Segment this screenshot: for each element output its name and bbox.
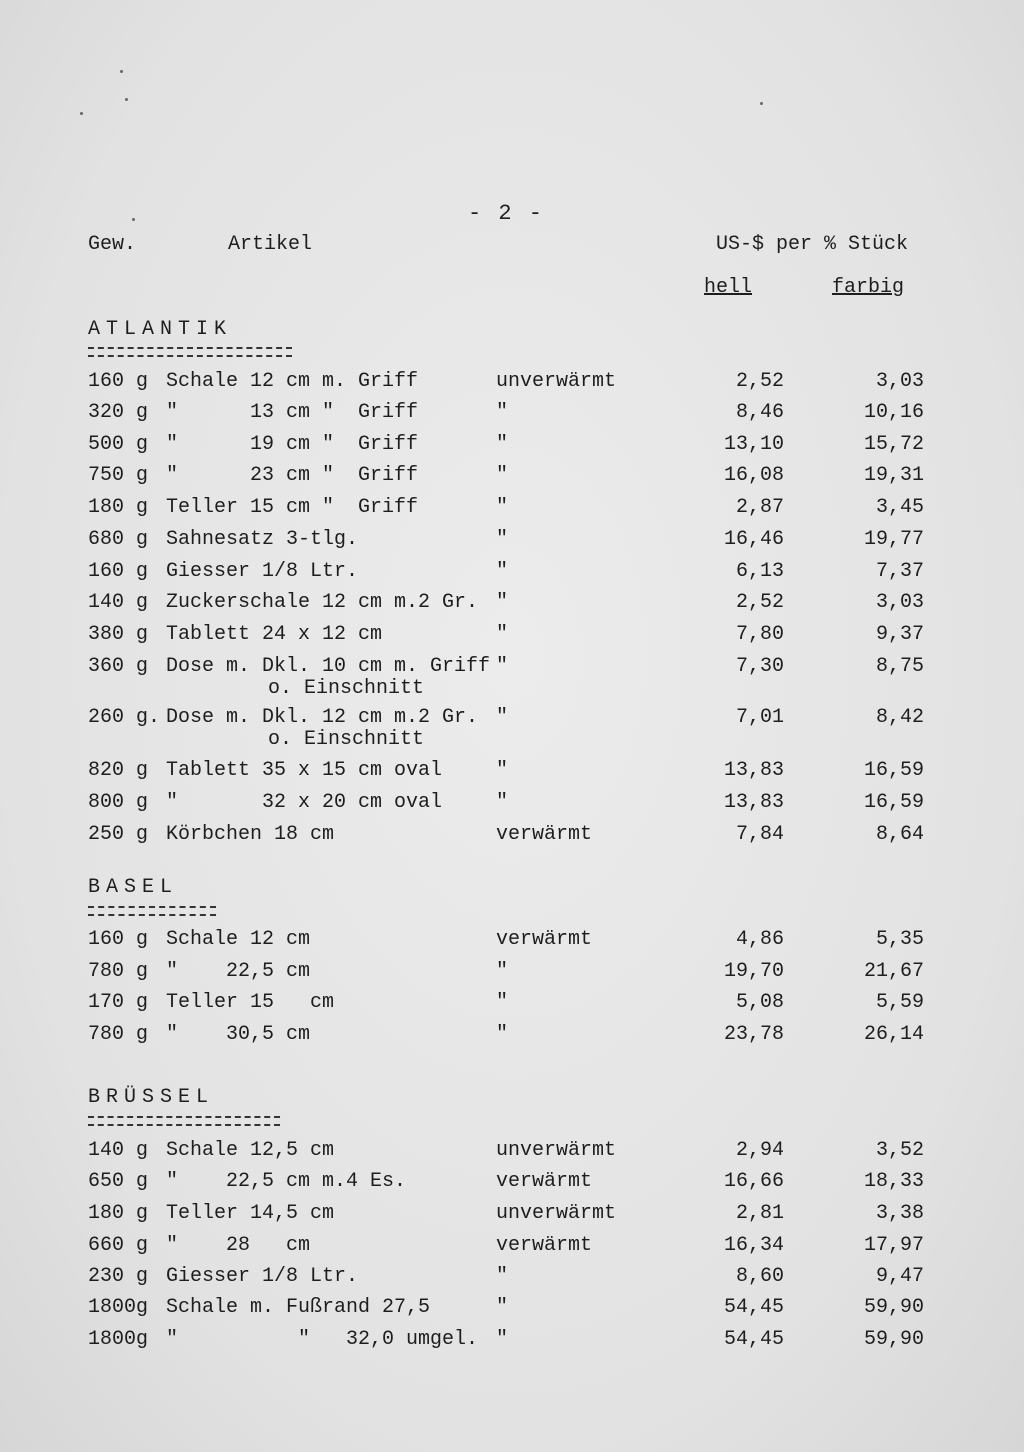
price-hell-cell: 54,45 [723,1328,784,1351]
table-row [0,1328,1024,1352]
state-cell: " [496,655,509,678]
table-row [0,1265,1024,1289]
section-title-basel: BASEL [88,876,179,899]
table-row [0,496,1024,520]
price-farbig-cell: 7,37 [875,560,924,583]
table-row [0,528,1024,552]
price-farbig-cell: 21,67 [863,960,924,983]
price-farbig-cell: 18,33 [863,1170,924,1193]
article-cell: Schale 12 cm [166,928,311,951]
price-farbig-cell: 9,37 [875,623,924,646]
paper-speck [120,70,123,73]
price-hell-cell: 8,46 [735,401,784,424]
weight-cell: 230 g [88,1265,149,1288]
weight-cell: 680 g [88,528,149,551]
article-cell: Teller 14,5 cm [166,1202,335,1225]
price-farbig-cell: 3,52 [875,1139,924,1162]
price-farbig-cell: 5,59 [875,991,924,1014]
state-cell: " [496,1265,509,1288]
state-cell: " [496,591,509,614]
price-hell-cell: 23,78 [723,1023,784,1046]
table-row [0,370,1024,394]
price-farbig-cell: 26,14 [863,1023,924,1046]
article-cell: Dose m. Dkl. 12 cm m.2 Gr. [166,706,479,729]
section-title-atlantik: ATLANTIK [88,318,233,341]
state-cell: " [496,623,509,646]
table-row [0,1170,1024,1194]
section-rule [88,906,216,916]
price-farbig-cell: 3,03 [875,591,924,614]
price-hell-cell: 5,08 [735,991,784,1014]
article-cell: Giesser 1/8 Ltr. [166,1265,359,1288]
table-row [0,1296,1024,1320]
weight-cell: 650 g [88,1170,149,1193]
article-cell: " " 32,0 umgel. [166,1328,479,1351]
header-hell: hell [704,276,753,299]
article-cell: " 32 x 20 cm oval [166,791,443,814]
price-hell-cell: 4,86 [735,928,784,951]
state-cell: verwärmt [496,1234,593,1257]
weight-cell: 500 g [88,433,149,456]
state-cell: " [496,464,509,487]
weight-cell: 780 g [88,1023,149,1046]
weight-cell: 140 g [88,1139,149,1162]
price-hell-cell: 16,34 [723,1234,784,1257]
article-cell: Teller 15 cm [166,991,335,1014]
price-hell-cell: 7,84 [735,823,784,846]
table-row [0,433,1024,457]
price-farbig-cell: 8,75 [875,655,924,678]
price-farbig-cell: 15,72 [863,433,924,456]
section-rule [88,347,292,357]
price-hell-cell: 19,70 [723,960,784,983]
weight-cell: 320 g [88,401,149,424]
table-row [0,1202,1024,1226]
price-farbig-cell: 3,45 [875,496,924,519]
state-cell: " [496,1328,509,1351]
price-hell-cell: 7,30 [735,655,784,678]
weight-cell: 800 g [88,791,149,814]
state-cell: " [496,433,509,456]
price-farbig-cell: 19,77 [863,528,924,551]
weight-cell: 160 g [88,560,149,583]
weight-cell: 1800g [88,1296,149,1319]
price-hell-cell: 54,45 [723,1296,784,1319]
article-subline: o. Einschnitt [268,677,425,700]
section-rule [88,1116,280,1126]
weight-cell: 160 g [88,370,149,393]
table-row [0,655,1024,700]
state-cell: " [496,791,509,814]
table-row [0,706,1024,751]
table-row [0,823,1024,847]
weight-cell: 820 g [88,759,149,782]
price-farbig-cell: 8,64 [875,823,924,846]
state-cell: " [496,528,509,551]
article-cell: Tablett 24 x 12 cm [166,623,383,646]
header-weight: Gew. [88,233,137,256]
weight-cell: 170 g [88,991,149,1014]
price-hell-cell: 13,83 [723,759,784,782]
state-cell: " [496,1023,509,1046]
table-row [0,591,1024,615]
article-cell: " 23 cm " Griff [166,464,419,487]
price-farbig-cell: 3,03 [875,370,924,393]
table-row [0,1139,1024,1163]
state-cell: " [496,401,509,424]
weight-cell: 180 g [88,1202,149,1225]
state-cell: unverwärmt [496,1202,617,1225]
price-hell-cell: 2,87 [735,496,784,519]
price-farbig-cell: 10,16 [863,401,924,424]
header-price: US-$ per % Stück [716,233,909,256]
state-cell: " [496,1296,509,1319]
header-farbig: farbig [832,276,905,299]
article-cell: Dose m. Dkl. 10 cm m. Griff [166,655,491,678]
weight-cell: 1800g [88,1328,149,1351]
state-cell: " [496,991,509,1014]
weight-cell: 360 g [88,655,149,678]
state-cell: " [496,560,509,583]
price-hell-cell: 2,52 [735,591,784,614]
weight-cell: 160 g [88,928,149,951]
paper-speck [80,112,83,115]
article-cell: " 30,5 cm [166,1023,311,1046]
paper-speck [760,102,763,105]
weight-cell: 780 g [88,960,149,983]
article-cell: Zuckerschale 12 cm m.2 Gr. [166,591,479,614]
article-cell: " 28 cm [166,1234,311,1257]
article-subline: o. Einschnitt [268,728,425,751]
price-hell-cell: 16,46 [723,528,784,551]
article-cell: " 19 cm " Griff [166,433,419,456]
article-cell: Schale m. Fußrand 27,5 [166,1296,431,1319]
price-hell-cell: 8,60 [735,1265,784,1288]
paper-speck [132,218,135,221]
table-row [0,759,1024,783]
weight-cell: 660 g [88,1234,149,1257]
table-row [0,1023,1024,1047]
table-row [0,791,1024,815]
price-farbig-cell: 17,97 [863,1234,924,1257]
article-cell: Sahnesatz 3-tlg. [166,528,359,551]
table-row [0,928,1024,952]
price-hell-cell: 13,83 [723,791,784,814]
price-farbig-cell: 16,59 [863,759,924,782]
price-farbig-cell: 3,38 [875,1202,924,1225]
article-cell: Körbchen 18 cm [166,823,335,846]
header-article: Artikel [228,233,313,256]
price-hell-cell: 6,13 [735,560,784,583]
price-hell-cell: 16,08 [723,464,784,487]
page-number: - 2 - [468,201,545,226]
price-farbig-cell: 59,90 [863,1328,924,1351]
table-row [0,960,1024,984]
table-row [0,401,1024,425]
price-farbig-cell: 8,42 [875,706,924,729]
state-cell: unverwärmt [496,1139,617,1162]
article-cell: Giesser 1/8 Ltr. [166,560,359,583]
price-hell-cell: 16,66 [723,1170,784,1193]
price-hell-cell: 2,81 [735,1202,784,1225]
price-farbig-cell: 9,47 [875,1265,924,1288]
price-farbig-cell: 19,31 [863,464,924,487]
weight-cell: 750 g [88,464,149,487]
state-cell: " [496,706,509,729]
state-cell: verwärmt [496,1170,593,1193]
article-cell: Schale 12,5 cm [166,1139,335,1162]
state-cell: " [496,960,509,983]
weight-cell: 260 g. [88,706,161,729]
price-hell-cell: 7,01 [735,706,784,729]
article-cell: Schale 12 cm m. Griff [166,370,419,393]
price-hell-cell: 2,52 [735,370,784,393]
state-cell: " [496,496,509,519]
price-hell-cell: 7,80 [735,623,784,646]
price-hell-cell: 2,94 [735,1139,784,1162]
table-row [0,991,1024,1015]
price-farbig-cell: 59,90 [863,1296,924,1319]
article-cell: Teller 15 cm " Griff [166,496,419,519]
state-cell: unverwärmt [496,370,617,393]
weight-cell: 140 g [88,591,149,614]
article-cell: " 22,5 cm [166,960,311,983]
article-cell: Tablett 35 x 15 cm oval [166,759,443,782]
price-farbig-cell: 16,59 [863,791,924,814]
table-row [0,623,1024,647]
price-hell-cell: 13,10 [723,433,784,456]
price-farbig-cell: 5,35 [875,928,924,951]
table-row [0,1234,1024,1258]
state-cell: verwärmt [496,928,593,951]
table-row [0,560,1024,584]
article-cell: " 22,5 cm m.4 Es. [166,1170,407,1193]
weight-cell: 250 g [88,823,149,846]
table-row [0,464,1024,488]
state-cell: " [496,759,509,782]
section-title-bruessel: BRÜSSEL [88,1086,215,1109]
weight-cell: 180 g [88,496,149,519]
state-cell: verwärmt [496,823,593,846]
weight-cell: 380 g [88,623,149,646]
paper-speck [125,98,128,101]
article-cell: " 13 cm " Griff [166,401,419,424]
